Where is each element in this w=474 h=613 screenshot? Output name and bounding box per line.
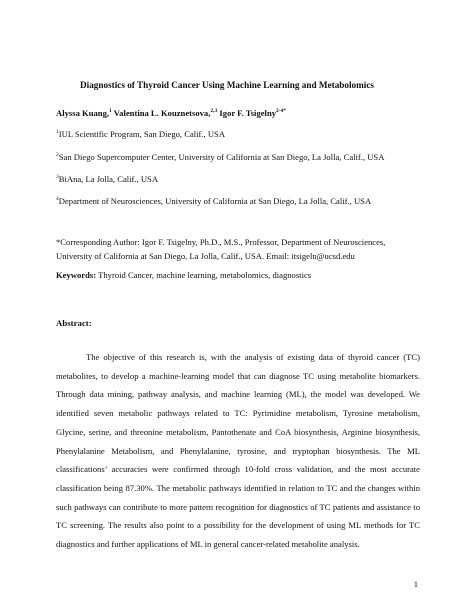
affiliation-1 [56, 129, 225, 140]
page-number: 1 [413, 579, 418, 589]
affiliation-mark: 2 [56, 152, 59, 159]
affiliation-text: BiAna, La Jolla, Calif., USA [58, 174, 159, 184]
keywords-text: Thyroid Cancer, machine learning, metabolomics, diagnostics [98, 270, 312, 280]
affiliation-2 [56, 152, 384, 163]
affiliation-text: San Diego Supercomputer Center, University of California at San Diego, La Jolla, Calif., USA [58, 152, 385, 162]
abstract-heading: Abstract: [56, 318, 92, 328]
author-affiliation-mark: 2,3 [210, 108, 218, 115]
corresponding-author-line-2: University of California at San Diego, La Jolla, Calif., USA. Email: itsigeln@ucsd.edu [56, 251, 355, 261]
author-affiliation-mark: 2-4* [276, 108, 287, 115]
keywords [56, 270, 311, 281]
affiliation-4 [56, 196, 371, 207]
affiliation-mark: 3 [56, 174, 59, 181]
paper-title: Diagnostics of Thyroid Cancer Using Machine Learning and Metabolomics [80, 80, 375, 90]
corresponding-author-line-1: *Corresponding Author: Igor F. Tsigelny, Ph.D., M.S., Professor, Department of Neurosciences, [56, 237, 386, 247]
author-name: Igor F. Tsigelny [219, 108, 277, 118]
affiliation-text: IUL Scientific Program, San Diego, Calif., USA [58, 129, 226, 139]
author-list [56, 108, 286, 118]
affiliation-3 [56, 174, 158, 185]
affiliation-mark: 1 [56, 129, 59, 136]
abstract-body: The objective of this research is, with the analysis of existing data of thyroid cancer (TC) metabolites, to develop a machine-learning model that can diagnose TC using metabolite biomarkers. Through data mining, pathway analysis, and machine learning (ML), the model was developed. We identified seven metabolic pathways related to TC: Pyrimidine metabolism, Tyrosine metabolism, Glycine, serine, and threonine metabolism, Pantothenate and CoA biosynthesis, Arginine biosynthesis, Phenylalanine Metabolism, and Phenylalanine, tyrosine, and tryptophan biosynthesis. The ML classifications’ accuracies were confirmed through 10-fold cross validation, and the most accurate classification being 87.30%. The metabolic pathways identified in relation to TC and the changes within such pathways can contribute to more pattern recognition for diagnostics of TC patients and assistance to TC screening. The results also point to a possibility for the development of using ML methods for TC diagnostics and further applications of ML in general cancer-related metabolite analysis. [56, 352, 420, 550]
affiliation-mark: 4 [56, 196, 59, 203]
affiliation-text: Department of Neurosciences, University of California at San Diego, La Jolla, Calif., USA [58, 196, 372, 206]
author-name: Valentina L. Kouznetsova, [113, 108, 211, 118]
author-affiliation-mark: 1 [109, 108, 112, 115]
keywords-label: Keywords: [56, 270, 97, 280]
author-name: Alyssa Kuang, [56, 108, 110, 118]
